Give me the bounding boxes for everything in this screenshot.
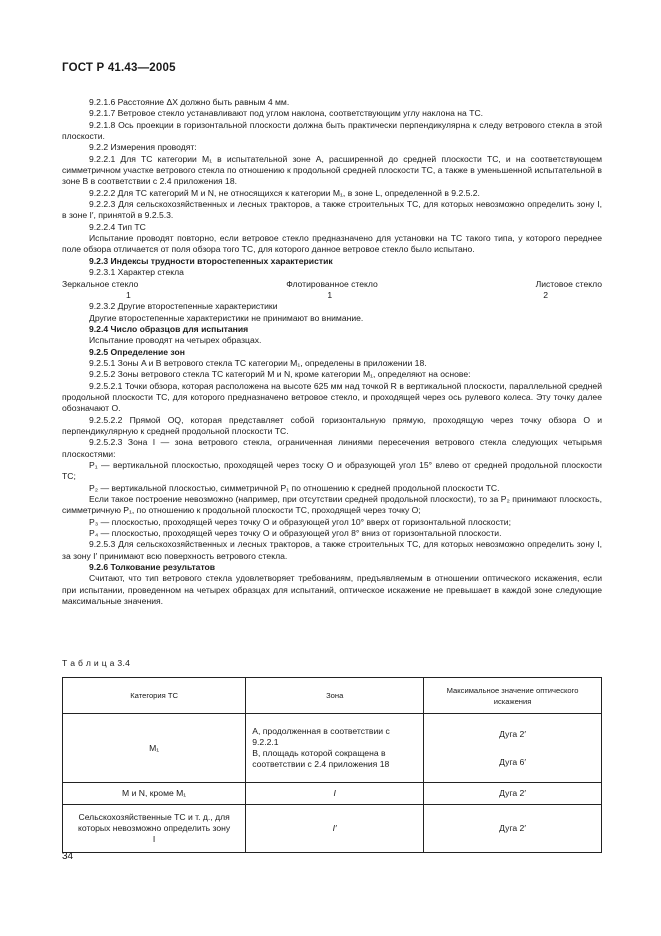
max-line: Дуга 6′ xyxy=(499,756,526,767)
category-cell: Сельскохозяйственные ТС и т. д., для которых невозможно определить зону I xyxy=(63,805,246,853)
document-header: ГОСТ Р 41.43—2005 xyxy=(62,62,176,74)
paragraph: 9.2.3.1 Характер стекла xyxy=(89,267,184,278)
paragraph: Испытание проводят повторно, если ветровое стекло предназначено для установки на ТС такого типа, у которого переднее поле обзора отличается от поля обзора того ТС, для которого данное ветровое стекло было испытано. xyxy=(62,233,602,255)
paragraph: 9.2.5.3 Для сельскохозяйственных и лесных тракторов, а также строительных ТС, для которых невозможно определить зону I, за зону I′ принимают всю поверхность ветрового стекла. xyxy=(62,539,602,561)
column-header: Зона xyxy=(246,678,424,714)
paragraph: 9.2.5.2 Зоны ветрового стекла ТС категорий M и N, кроме категории M₁, определяют на основе: xyxy=(89,369,471,380)
zone-line: B, площадь которой сокращена в соответствии с 2.4 приложения 18 xyxy=(252,748,390,769)
zone-line: A, продолженная в соответствии с 9.2.2.1 xyxy=(252,726,390,747)
table-row xyxy=(63,714,602,783)
paragraph: 9.2.2.1 Для ТС категории M₁ в испытательной зоне A, расширенной до средней плоскости ТС, и на соответствующем симметричном участке ветрового стекла по отношению к продольной средней плоскости ТС, а также в уменьшенной испытательной в зоне B в соответствии с 2.4 приложения 18. xyxy=(62,153,602,187)
paragraph: 9.2.5.1 Зоны A и B ветрового стекла ТС категории M₁, определены в приложении 18. xyxy=(89,357,427,368)
paragraph: Другие второстепенные характеристики не принимают во внимание. xyxy=(89,312,364,323)
paragraph: 9.2.2.4 Тип ТС xyxy=(89,221,146,232)
glass-type-index: 1 xyxy=(126,289,131,300)
glass-type-label: Флотированное стекло xyxy=(286,278,378,289)
section-heading: 9.2.4 Число образцов для испытания xyxy=(89,323,249,334)
glass-type-index: 1 xyxy=(327,289,333,300)
paragraph: P₃ — плоскостью, проходящей через точку O и образующей угол 10° вверх от горизонтальной плоскости; xyxy=(89,516,511,527)
page-number: 34 xyxy=(62,851,74,862)
paragraph: 9.2.2 Измерения проводят: xyxy=(89,142,197,153)
glass-type-index: 2 xyxy=(543,289,548,300)
column-header: Максимальное значение оптического искажения xyxy=(424,678,602,714)
zone-cell: I xyxy=(246,783,424,805)
paragraph: 9.2.2.2 Для ТС категорий M и N, не относящихся к категории M₁, в зоне L, определенной в 9.2.5.2. xyxy=(89,187,480,198)
paragraph: 9.2.1.6 Расстояние ΔX должно быть равным 4 мм. xyxy=(89,97,290,107)
max-cell: Дуга 2′ xyxy=(424,783,602,805)
paragraph: Испытание проводят на четырех образцах. xyxy=(89,335,262,346)
max-cell xyxy=(424,714,602,783)
zone-cell xyxy=(246,714,424,783)
paragraph: P₄ — плоскостью, проходящей через точку O и образующей угол 8° вниз от горизонтальной плоскости. xyxy=(89,528,502,539)
paragraph: P₁ — вертикальной плоскостью, проходящей через тоску O и образующей угол 15° влево от средней продольной плоскости ТС; xyxy=(62,460,602,482)
document-body xyxy=(62,97,602,607)
glass-type-labels xyxy=(62,279,602,290)
paragraph: 9.2.3.2 Другие второстепенные характеристики xyxy=(89,301,278,312)
paragraph: Считают, что тип ветрового стекла удовлетворяет требованиям, предъявляемым в отношении оптического искажения, если при испытании, проведенном на четырех образцах для испытаний, оптическое искажение не превышает в каждой зоне следующие максимальные значения. xyxy=(62,573,602,607)
paragraph: 9.2.2.3 Для сельскохозяйственных и лесных тракторов, а также строительных ТС, для которых невозможно определить зону I, в зоне I′, принятой в 9.2.5.3. xyxy=(62,199,602,221)
category-cell: M₁ xyxy=(63,714,246,783)
glass-type-indices xyxy=(62,290,602,301)
paragraph: 9.2.5.2.3 Зона I — зона ветрового стекла, ограниченная линиями пересечения ветрового стекла следующих четырьмя плоскостями: xyxy=(62,437,602,459)
table-caption: Т а б л и ц а 3.4 xyxy=(62,658,131,668)
paragraph: 9.2.1.7 Ветровое стекло устанавливают под углом наклона, соответствующим углу наклона на ТС. xyxy=(89,108,484,119)
zone-cell: I′ xyxy=(246,805,424,853)
glass-type-label: Зеркальное стекло xyxy=(62,278,139,289)
section-heading: 9.2.3 Индексы трудности второстепенных характеристик xyxy=(89,255,333,266)
table-header-row xyxy=(63,678,602,714)
paragraph: P₂ — вертикальной плоскостью, симметричной P₁ по отношению к средней продольной плоскости ТС. xyxy=(89,482,500,493)
paragraph: 9.2.5.2.1 Точки обзора, которая расположена на высоте 625 мм над точкой R в вертикальной плоскости, параллельной средней продольной плоскости ТС, для которого предназначено ветровое стекло, и проходящей через ось рулевого колеса. Эту точку далее обозначают O. xyxy=(62,380,602,414)
max-cell: Дуга 2′ xyxy=(424,805,602,853)
table-row xyxy=(63,783,602,805)
section-heading: 9.2.5 Определение зон xyxy=(89,346,185,357)
glass-type-label: Листовое стекло xyxy=(535,278,602,289)
column-header: Категория ТС xyxy=(63,678,246,714)
paragraph: 9.2.1.8 Ось проекции в горизонтальной плоскости должна быть практически перпендикулярна к следу ветрового стекла в этой плоскости. xyxy=(62,119,602,142)
category-cell: M и N, кроме M₁ xyxy=(63,783,246,805)
section-heading: 9.2.6 Толкование результатов xyxy=(89,562,216,573)
table-row xyxy=(63,805,602,853)
max-line: Дуга 2′ xyxy=(499,728,526,739)
paragraph: Если такое построение невозможно (например, при отсутствии средней продольной плоскости), то за P₂ принимают плоскость, симметричную P₁, по отношению к продольной плоскости ТС, проходящей через точку O; xyxy=(62,494,602,516)
distortion-table xyxy=(62,677,602,853)
paragraph: 9.2.5.2.2 Прямой OQ, которая представляет собой горизонтальную прямую, проходящую через точку обзора O и перпендикулярную к средней продольной плоскости ТС. xyxy=(62,414,602,436)
